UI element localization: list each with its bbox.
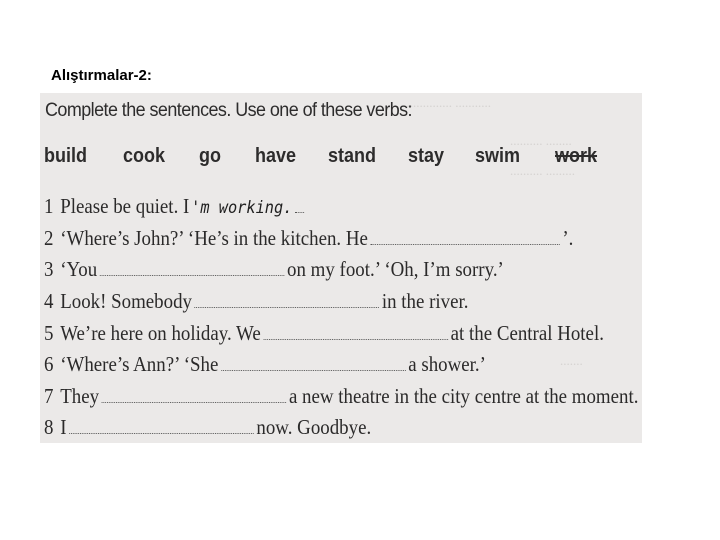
verb-cook: cook bbox=[123, 145, 166, 167]
answer-blank[interactable] bbox=[371, 226, 560, 245]
handwritten-answer: 'm working. bbox=[191, 198, 293, 218]
verb-swim: swim bbox=[475, 145, 521, 167]
verb-build: build bbox=[44, 145, 87, 167]
verb-go: go bbox=[199, 145, 221, 167]
verb-stand: stand bbox=[328, 145, 377, 167]
sentence-7: 7 They a new theatre in the city centre at the moment. bbox=[44, 384, 639, 408]
sentence-6: 6 ‘Where’s Ann?’ ‘She a shower.’ bbox=[44, 352, 486, 376]
show-through-text: .......... ......... bbox=[510, 163, 575, 178]
slide-title: Alıştırmalar-2: bbox=[51, 67, 152, 84]
sentence-5: 5 We’re here on holiday. We at the Central Hotel. bbox=[44, 321, 604, 345]
sentence-8: 8 I now. Goodbye. bbox=[44, 415, 372, 439]
verb-work-crossed-out: work bbox=[555, 145, 598, 167]
answer-blank[interactable] bbox=[102, 384, 286, 403]
answer-blank[interactable] bbox=[295, 194, 304, 213]
textbook-scan bbox=[40, 93, 642, 443]
sentence-3: 3 ‘You on my foot.’ ‘Oh, I’m sorry.’ bbox=[44, 257, 504, 281]
exercise-instruction: Complete the sentences. Use one of these verbs: bbox=[45, 99, 412, 121]
sentence-4: 4 Look! Somebody in the river. bbox=[44, 289, 469, 313]
sentence-2: 2 ‘Where’s John?’ ‘He’s in the kitchen. He ’. bbox=[44, 226, 574, 250]
show-through-text: ................ ........... bbox=[400, 95, 491, 110]
answer-blank[interactable] bbox=[69, 415, 254, 434]
verb-have: have bbox=[255, 145, 297, 167]
show-through-text: .......... ........ bbox=[510, 133, 572, 148]
answer-blank[interactable] bbox=[221, 352, 406, 371]
answer-blank[interactable] bbox=[263, 321, 447, 340]
answer-blank[interactable] bbox=[100, 257, 285, 276]
verb-list bbox=[44, 145, 604, 175]
show-through-text: ....... bbox=[560, 353, 583, 368]
sentence-1: 1 Please be quiet. I 'm working. bbox=[44, 194, 307, 222]
answer-blank[interactable] bbox=[195, 289, 380, 308]
verb-stay: stay bbox=[408, 145, 445, 167]
